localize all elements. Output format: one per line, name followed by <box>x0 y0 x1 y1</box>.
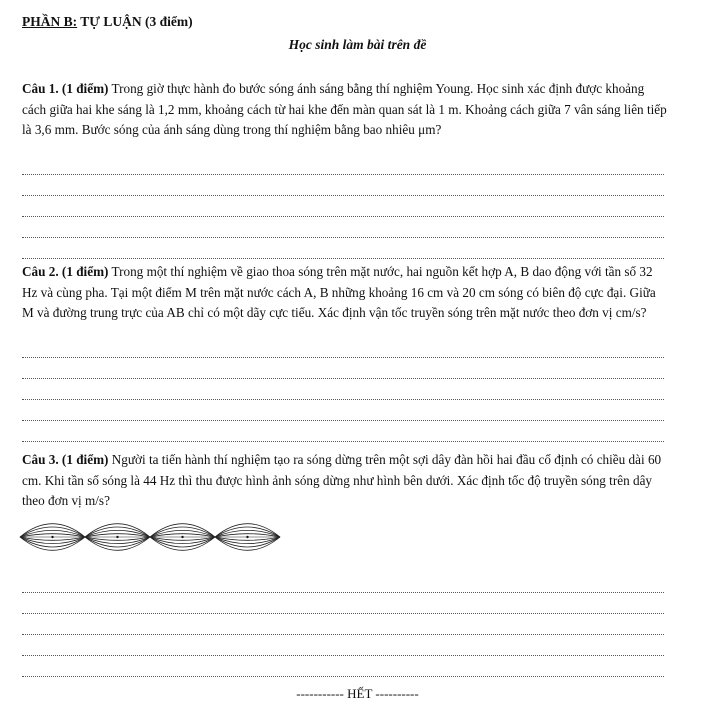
answer-lines-3[interactable] <box>22 572 664 677</box>
question-3-label: Câu 3. (1 điểm) <box>22 452 109 467</box>
section-name: TỰ LUẬN (3 điểm) <box>77 14 193 29</box>
answer-line[interactable] <box>22 238 664 259</box>
question-1 <box>22 79 670 141</box>
end-marker: ----------- HẾT ---------- <box>296 686 419 701</box>
question-1-text: Trong giờ thực hành đo bước sóng ánh sáng bằng thí nghiệm Young. Học sinh xác định được khoảng cách giữa hai khe sáng là 1,2 mm, khoảng cách từ hai khe đến màn quan sát là 1 m. Khoảng cách giữa 7 vân sáng liên tiếp là 3,6 mm. Bước sóng của ánh sáng dùng trong thí nghiệm bằng bao nhiêu μm? <box>22 81 667 137</box>
standing-wave-figure <box>18 512 282 562</box>
question-2 <box>22 262 670 324</box>
answer-line[interactable] <box>22 379 664 400</box>
answer-line[interactable] <box>22 572 664 593</box>
answer-line[interactable] <box>22 217 664 238</box>
question-2-text: Trong một thí nghiệm về giao thoa sóng trên mặt nước, hai nguồn kết hợp A, B dao động với tần số 32 Hz và cùng pha. Tại một điểm M trên mặt nước cách A, B những khoảng 16 cm và 20 cm sóng có biên độ cực đại. Giữa M và đường trung trực của AB chỉ có một dãy cực tiểu. Xác định vận tốc truyền sóng trên mặt nước theo đơn vị cm/s? <box>22 264 656 320</box>
answer-lines-2[interactable] <box>22 337 664 442</box>
question-2-label: Câu 2. (1 điểm) <box>22 264 109 279</box>
question-3-text: Người ta tiến hành thí nghiệm tạo ra sóng dừng trên một sợi dây đàn hồi hai đầu cố định có chiều dài 60 cm. Khi tần số sóng là 44 Hz thì thu được hình ảnh sóng dừng như hình bên dưới. Xác định tốc độ truyền sóng trên dây theo đơn vị m/s? <box>22 452 662 508</box>
answer-line[interactable] <box>22 421 664 442</box>
answer-line[interactable] <box>22 656 664 677</box>
question-1-label: Câu 1. (1 điểm) <box>22 81 109 96</box>
answer-line[interactable] <box>22 400 664 421</box>
answer-line[interactable] <box>22 175 664 196</box>
instruction-subtitle: Học sinh làm bài trên đề <box>288 37 427 52</box>
standing-wave-loops <box>20 524 280 551</box>
answer-line[interactable] <box>22 593 664 614</box>
section-prefix: PHẦN B: <box>22 14 78 29</box>
answer-line[interactable] <box>22 196 664 217</box>
answer-line[interactable] <box>22 337 664 358</box>
answer-line[interactable] <box>22 635 664 656</box>
answer-line[interactable] <box>22 614 664 635</box>
answer-line[interactable] <box>22 358 664 379</box>
answer-line[interactable] <box>22 154 664 175</box>
answer-lines-1[interactable] <box>22 154 664 259</box>
question-3 <box>22 450 670 512</box>
section-title <box>22 14 193 30</box>
